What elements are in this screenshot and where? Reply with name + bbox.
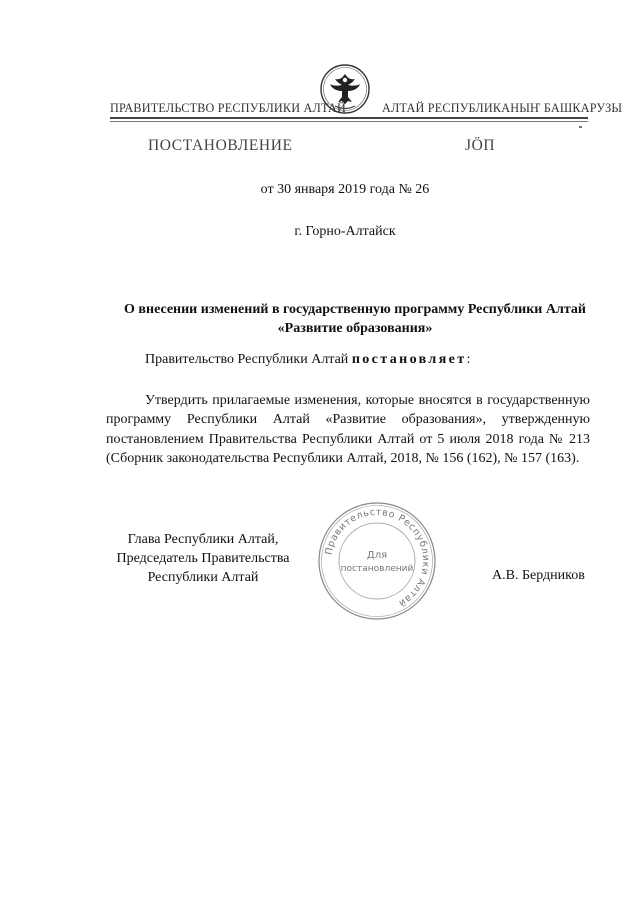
signer-name: А.В. Бердников bbox=[492, 568, 585, 583]
signer-position-line: Глава Республики Алтай, bbox=[127, 532, 279, 547]
document-date-number: от 30 января 2019 года № 26 bbox=[260, 182, 430, 197]
preamble-subject: Правительство Республики Алтай bbox=[145, 352, 349, 367]
doc-type-altai: ЈӦП bbox=[465, 137, 496, 154]
doc-type-russian: ПОСТАНОВЛЕНИЕ bbox=[148, 137, 293, 154]
stamp-ring-text: Правительство Республики Алтай bbox=[323, 506, 432, 609]
signer-position-line: Председатель Правительства bbox=[116, 551, 290, 566]
resolution-body: Утвердить прилагаемые изменения, которые вносятся в государственную программу Республики Алтай «Развитие образования», утвержденную постановлением Правительства Республики Алтай от 5 июля 2018 года № 213 (Сборник законодательства Республики Алтай, 2018, № 156 (162), № 157 (163). bbox=[106, 393, 590, 466]
scan-mark bbox=[579, 126, 582, 128]
signer-position bbox=[108, 530, 298, 587]
preamble-verb: постановляет bbox=[351, 352, 467, 367]
stamp-center-line: Для bbox=[366, 550, 388, 561]
document-title: О внесении изменений в государственную программу Республики Алтай «Развитие образования» bbox=[124, 302, 586, 336]
official-stamp bbox=[316, 500, 438, 622]
government-name-altai: АЛТАЙ РЕСПУБЛИКАНЫҤ БАШКАРУЗЫ bbox=[382, 101, 623, 115]
preamble-colon: : bbox=[466, 352, 471, 367]
document-city: г. Горно-Алтайск bbox=[294, 224, 396, 239]
signer-position-line: Республики Алтай bbox=[147, 570, 259, 585]
header-rule-thin bbox=[110, 121, 588, 122]
government-name-russian: ПРАВИТЕЛЬСТВО РЕСПУБЛИКИ АЛТАЙ bbox=[110, 101, 347, 115]
stamp-center-line: постановлений bbox=[340, 564, 414, 574]
header-rule bbox=[110, 117, 588, 119]
preamble bbox=[145, 352, 470, 368]
